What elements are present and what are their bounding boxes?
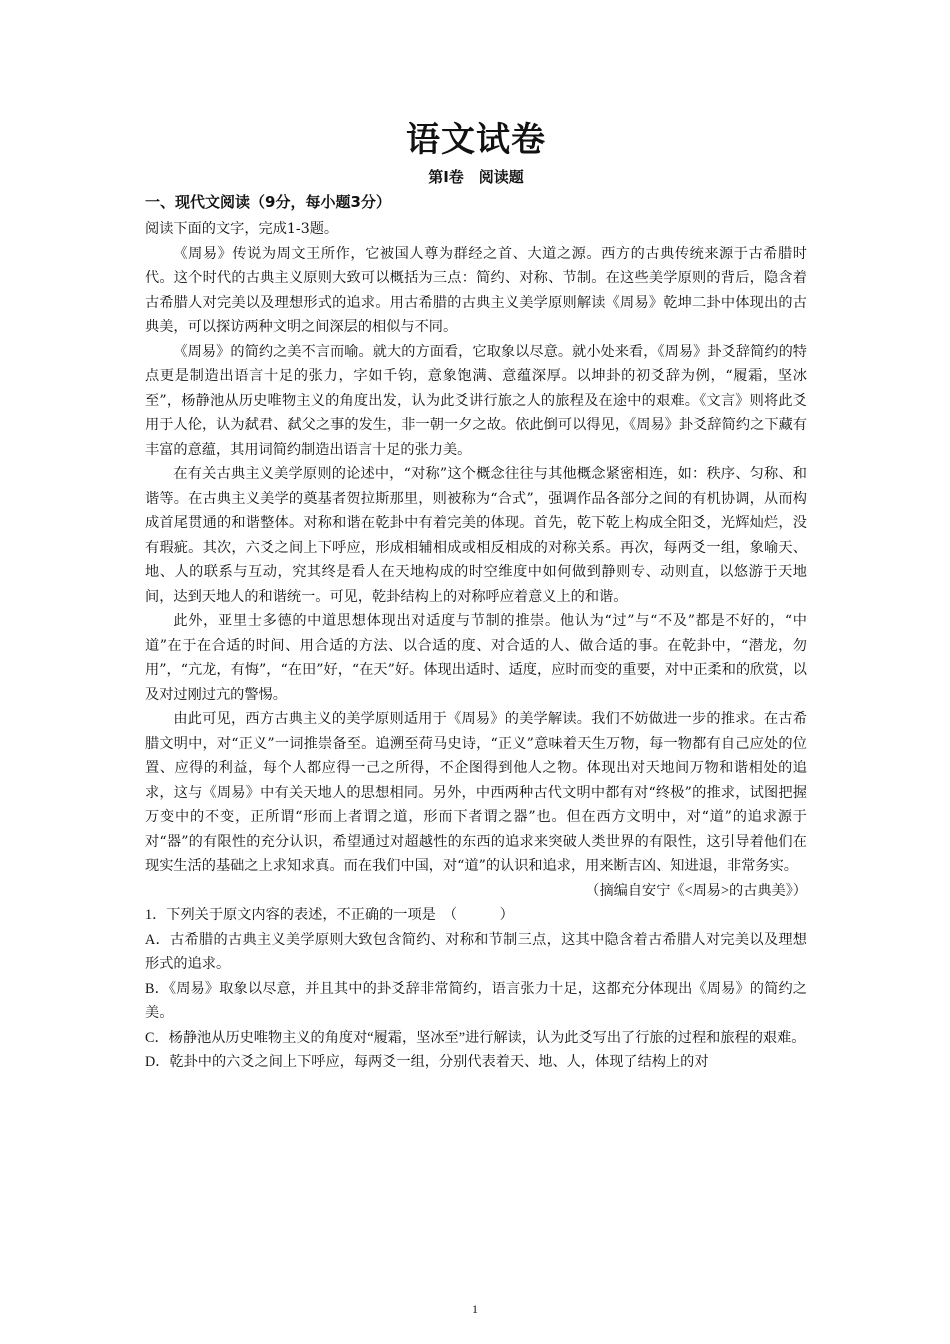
paragraph-4: 此外，亚里士多德的中道思想体现出对适度与节制的推崇。他认为“过”与“不及”都是不好的，“中道”在于在合适的时间、用合适的方法、以合适的度、对合适的人、做合适的事。在乾卦中，“潜龙，勿用”，“亢龙，有悔”，“在田”好，“在天”好。体现出适时、适度，应时而变的重要，对中正柔和的欣赏，以及对过刚过亢的警惕。 bbox=[145, 613, 807, 703]
section-heading: 一、现代文阅读（9分，每小题3分） bbox=[145, 193, 391, 211]
page-subtitle: 第Ⅰ卷 阅读题 bbox=[428, 168, 524, 186]
option-c: C．杨静池从历史唯物主义的角度对“履霜，坚冰至”进行解读，认为此爻写出了行旅的过程和旅程的艰难。 bbox=[145, 1029, 806, 1046]
reading-body bbox=[145, 217, 807, 1075]
paragraph-3: 在有关古典主义美学原则的论述中，“对称”这个概念往往与其他概念紧密相连，如：秩序、匀称、和谐等。在古典主义美学的奠基者贺拉斯那里，则被称为“合式”，强调作品各部分之间的有机协调，从而构成首尾贯通的和谐整体。对称和谐在乾卦中有着完美的体现。首先，乾下乾上构成全阳爻，光辉灿烂，没有瑕疵。其次，六爻之间上下呼应，形成相辅相成或相反相成的对称关系。再次，每两爻一组，象喻天、地、人的联系与互动，究其终是看人在天地构成的时空维度中如何做到静则专、动则直，以悠游于天地间，达到天地人的和谐统一。可见，乾卦结构上的对称呼应着意义上的和谐。 bbox=[145, 466, 807, 605]
question-stem: 1．下列关于原文内容的表述，不正确的一项是 （ ） bbox=[145, 907, 514, 923]
page-title: 语文试卷 bbox=[406, 120, 546, 160]
instruction: 阅读下面的文字，完成1-3题。 bbox=[145, 221, 339, 237]
option-a: A．古希腊的古典主义美学原则大致包含简约、对称和节制三点，这其中隐含着古希腊人对完美以及理想形式的追求。 bbox=[145, 931, 807, 972]
source-citation: （摘编自安宁《<周易>的古典美》） bbox=[585, 882, 807, 899]
option-d: D．乾卦中的六爻之间上下呼应，每两爻一组，分别代表着天、地、人，体现了结构上的对 bbox=[145, 1054, 709, 1070]
paragraph-1: 《周易》传说为周文王所作，它被国人尊为群经之首、大道之源。西方的古典传统来源于古希腊时代。这个时代的古典主义原则大致可以概括为三点：简约、对称、节制。在这些美学原则的背后，隐含着古希腊人对完美以及理想形式的追求。用古希腊的古典主义美学原则解读《周易》乾坤二卦中体现出的古典美，可以探访两种文明之间深层的相似与不同。 bbox=[145, 245, 807, 335]
paragraph-5: 由此可见，西方古典主义的美学原则适用于《周易》的美学解读。我们不妨做进一步的推求。在古希腊文明中，对“正义”一词推崇备至。追溯至荷马史诗，“正义”意味着天生万物，每一物都有自己应处的位置、应得的利益，每个人都应得一己之所得，不企图得到他人之物。体现出对天地间万物和谐相处的追求，这与《周易》中有关天地人的思想相同。另外，中西两种古代文明中都有对“终极”的推求，试图把握万变中的不变，正所谓“形而上者谓之道，形而下者谓之器”也。但在西方文明中，对“道”的追求源于对“器”的有限性的充分认识，希望通过对超越性的东西的追求来突破人类世界的有限性，这引导着他们在现实生活的基础之上求知求真。而在我们中国，对“道”的认识和追求，用来断吉凶、知进退，非常务实。 bbox=[145, 711, 807, 874]
paragraph-2: 《周易》的简约之美不言而喻。就大的方面看，它取象以尽意。就小处来看，《周易》卦爻辞简约的特点更是制造出语言十足的张力，字如千钧，意象饱满、意蕴深厚。以坤卦的初爻辞为例，“履霜，坚冰至”，杨静池从历史唯物主义的角度出发，认为此爻讲行旅之人的旅程及在途中的艰难。《文言》则将此爻用于人伦，认为弑君、弑父之事的发生，非一朝一夕之故。依此倒可以得见，《周易》卦爻辞简约之下藏有丰富的意蕴，其用词简约制造出语言十足的张力美。 bbox=[145, 343, 807, 458]
page-number: 1 bbox=[472, 1302, 478, 1316]
option-b: B．《周易》取象以尽意，并且其中的卦爻辞非常简约，语言张力十足，这都充分体现出《周易》的简约之美。 bbox=[145, 980, 807, 1021]
